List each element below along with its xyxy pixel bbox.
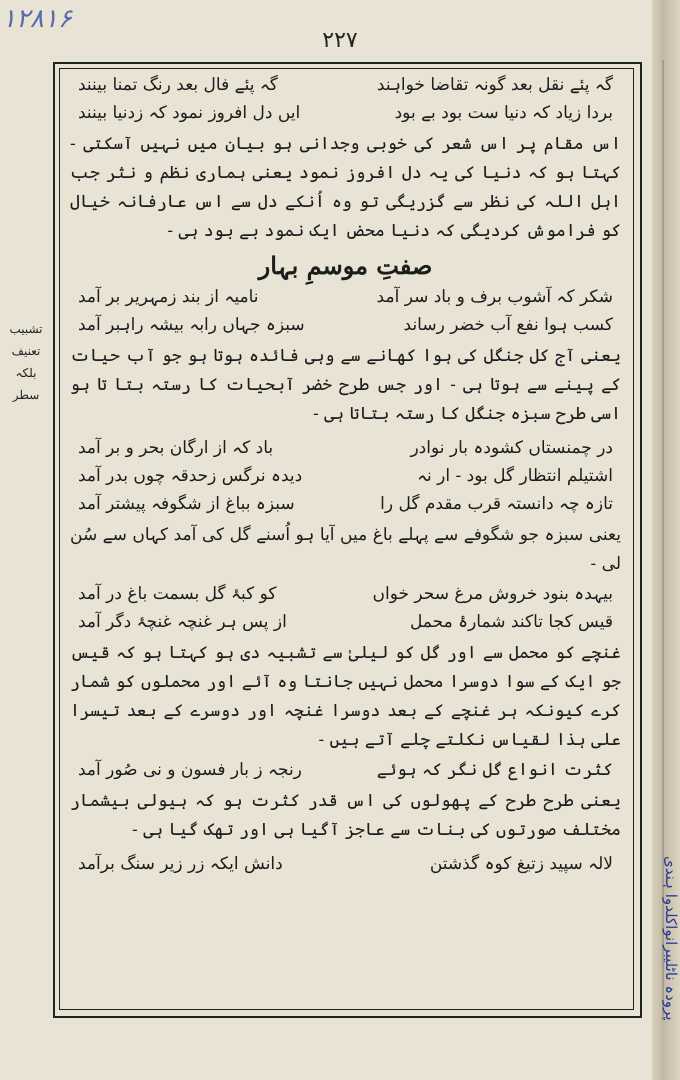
couplet <box>64 102 627 130</box>
commentary-paragraph: یعنی آج کل جنگل کی ہوا کھانے سے وہی فائدہ ہوتا ہو جو آب حیات کے پینے سے ہوتا ہی - اور جس طرح خضر آبحیات کا رستہ بتا تا ہو اسی طرح سبزہ جنگل کا رستہ بتاتا ہی - <box>70 346 621 424</box>
couplet-second-hemistich: باد کہ از ارگان بحر و بر آمد <box>78 438 274 458</box>
couplet-second-hemistich: دانش ایکہ زر زیر سنگ برآمد <box>78 854 283 874</box>
couplet <box>64 759 627 787</box>
couplet-second-hemistich: سبزہ بباغ از شگوفہ پیشتر آمد <box>78 494 295 514</box>
couplet <box>64 465 627 493</box>
couplet-first-hemistich: کسب ہوا نفع آب خضر رساند <box>403 315 613 335</box>
couplet-first-hemistich: تازہ چہ دانستہ قرب مقدم گل را <box>380 494 613 514</box>
couplet-first-hemistich: شکر کہ آشوب برف و باد سر آمد <box>376 287 613 307</box>
page-number: ۲۲۷ <box>322 28 358 53</box>
couplet-second-hemistich: گہ پئے فال بعد رنگ تمنا بینند <box>78 75 278 95</box>
margin-note-line: تعنیف <box>11 344 41 358</box>
couplet <box>64 583 627 611</box>
handwritten-catalog-number: ۱۲۸۱۶ <box>2 4 72 34</box>
couplet-first-hemistich: بیہدہ بنود خروش مرغ سحر خواں <box>372 584 613 604</box>
commentary-paragraph: غنچے کو محمل سے اور گل کو لیلیٰ سے تشبیہ دی ہو کہتا ہو کہ قیس جو ایک کے سوا دوسرا محمل نہیں جانتا وہ آئے اور محملوں کو شمار کرے کیونکہ ہر غنچے کے بعد دوسرا غنچہ اور دوسرے کے بعد تیسرا علی ہذا لقیاس نکلتے چلے آتے ہیں - <box>70 643 621 750</box>
section-heading: صفتِ موسمِ بہار <box>258 251 433 280</box>
couplet <box>64 437 627 465</box>
couplet <box>64 314 627 342</box>
commentary-paragraph: یعنی سبزہ جو شگوفے سے پہلے باغ میں آیا ہو اُسنے گل کی آمد کہاں سے سُن لی - <box>70 525 621 574</box>
couplet-second-hemistich: سبزہ جہاں رابہ بیشہ راہبر آمد <box>78 315 305 335</box>
couplet-first-hemistich: بردا زیاد کہ دنیا ست بود بے بود <box>394 103 613 123</box>
couplet-second-hemistich: از پس ہر غنچہ غنچۂ دگر آمد <box>78 612 287 632</box>
couplet-first-hemistich: قیس کجا تاکند شمارۂ محمل <box>409 612 613 632</box>
couplet-second-hemistich: رنجہ ز بار فسون و نی صُور آمد <box>78 760 302 780</box>
commentary-paragraph: یعنی طرح طرح کے پھولوں کی اس قدر کثرت ہو کہ ہیولی بیشمار مختلف صورتوں کی بنات سے عاجز آگیا ہی اور تھک گیا ہی - <box>70 791 621 840</box>
couplet-second-hemistich: نامیہ از بند زمہریر بر آمد <box>78 287 259 307</box>
couplet-second-hemistich: ایں دل افروز نمود کہ زدنیا بینند <box>78 103 301 123</box>
couplet <box>64 611 627 639</box>
couplet <box>64 853 627 881</box>
couplet-first-hemistich: اشتیلم انتظار گل بود - ار نہ <box>417 466 613 486</box>
text-block <box>64 74 627 1004</box>
couplet-first-hemistich: کثرت انواع گل نگر کہ ہوئے <box>376 760 613 780</box>
couplet-first-hemistich: در چمنستاں کشودہ بار نوادر <box>410 438 613 458</box>
couplet-second-hemistich: دیدہ نرگس زحدقہ چوں بدر آمد <box>78 466 303 486</box>
blue-ink-note: پرودہ ناٹلیبرانواکلدوا ہندی <box>662 855 680 1020</box>
couplet-second-hemistich: کو کبۂ گل بسمت باغ در آمد <box>78 584 277 604</box>
commentary-paragraph: اس مقام پر اس شعر کی خوبی وجدانی ہو بیان میں نہیں آسکتی - کہتا ہو کہ دنیا کی یہ دل افروز نمود یعنی ہماری نظم و نثر جب اہل اللہ کی نظر سے گزریگی تو وہ اُنکے دل سے اس عارفانہ خیال کو فراموش کردیگی کہ دنیا محض ایک نمود بے بود ہی - <box>70 134 621 241</box>
margin-note-line: تشبیب <box>9 322 43 336</box>
couplet <box>64 493 627 521</box>
couplet-first-hemistich: لالہ سپید زتیغ کوہ گذشتن <box>429 854 613 874</box>
couplet-first-hemistich: گہ پئے نقل بعد گونہ تقاضا خواہند <box>376 75 613 95</box>
margin-note-line: بلکہ سطر <box>12 366 40 402</box>
couplet <box>64 74 627 102</box>
couplet <box>64 286 627 314</box>
margin-note <box>2 318 50 406</box>
